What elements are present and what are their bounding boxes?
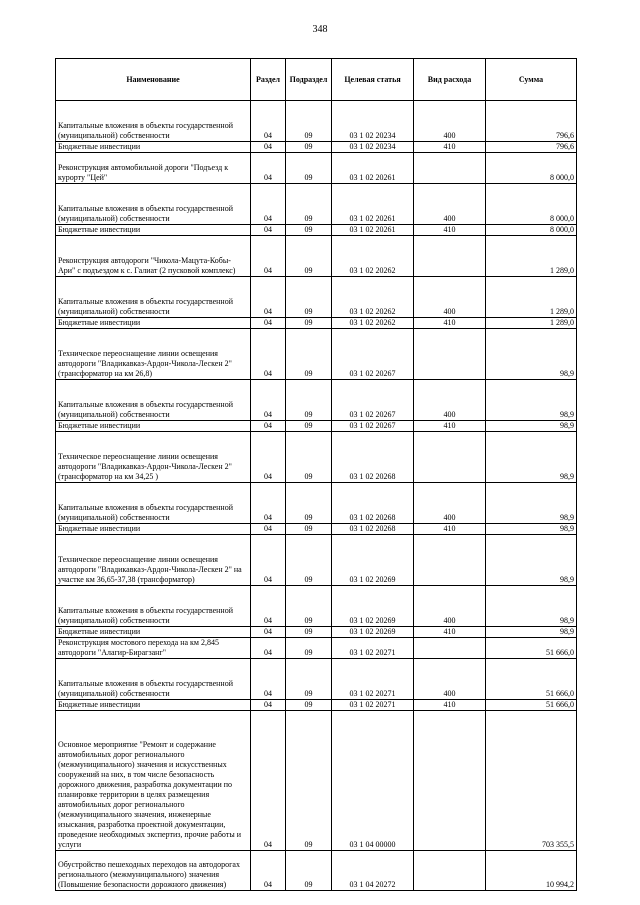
cell-section: 04 xyxy=(251,380,286,421)
cell-expense-type: 400 xyxy=(414,101,486,142)
cell-amount: 98,9 xyxy=(486,380,577,421)
cell-amount: 98,9 xyxy=(486,329,577,380)
cell-name: Капитальные вложения в объекты государственной (муниципальной) собственности xyxy=(56,586,251,627)
cell-amount: 8 000,0 xyxy=(486,184,577,225)
cell-amount: 98,9 xyxy=(486,586,577,627)
cell-target: 03 1 02 20261 xyxy=(332,225,414,236)
cell-name: Бюджетные инвестиции xyxy=(56,524,251,535)
cell-expense-type xyxy=(414,236,486,277)
cell-expense-type xyxy=(414,711,486,851)
cell-name: Реконструкция автомобильной дороги "Подъезд к курорту "Цей" xyxy=(56,153,251,184)
cell-subsection: 09 xyxy=(286,236,332,277)
cell-expense-type xyxy=(414,851,486,891)
cell-section: 04 xyxy=(251,101,286,142)
cell-target: 03 1 02 20271 xyxy=(332,659,414,700)
header-expense-type: Вид расхода xyxy=(414,59,486,101)
cell-subsection: 09 xyxy=(286,851,332,891)
cell-name: Основное мероприятие "Ремонт и содержание автомобильных дорог регионального (межмуниципального) значения и искусственных сооружений на них, в том числе безопасность дорожного движения, разработка документации по планировке территории в целях размещения автомобильных дорог регионального (межмуниципального значения, инженерные изыскания, разработка проектной документации, проведение необходимых экспертиз, прочие работы и услуги xyxy=(56,711,251,851)
cell-amount: 8 000,0 xyxy=(486,153,577,184)
cell-target: 03 1 02 20262 xyxy=(332,236,414,277)
cell-target: 03 1 02 20271 xyxy=(332,700,414,711)
cell-name: Техническое переоснащение линии освещения автодороги "Владикавказ-Ардон-Чикола-Лескен 2" (трансформатор на км 34,25 ) xyxy=(56,432,251,483)
cell-subsection: 09 xyxy=(286,380,332,421)
cell-subsection: 09 xyxy=(286,421,332,432)
cell-amount: 703 355,5 xyxy=(486,711,577,851)
cell-name: Капитальные вложения в объекты государственной (муниципальной) собственности xyxy=(56,483,251,524)
cell-subsection: 09 xyxy=(286,586,332,627)
table-row xyxy=(56,711,577,851)
cell-subsection: 09 xyxy=(286,627,332,638)
table-row xyxy=(56,535,577,586)
table-row xyxy=(56,101,577,142)
cell-section: 04 xyxy=(251,329,286,380)
budget-table xyxy=(55,58,577,891)
cell-section: 04 xyxy=(251,421,286,432)
cell-expense-type xyxy=(414,329,486,380)
cell-target: 03 1 02 20261 xyxy=(332,184,414,225)
cell-subsection: 09 xyxy=(286,711,332,851)
cell-amount: 51 666,0 xyxy=(486,700,577,711)
cell-name: Техническое переоснащение линии освещения автодороги "Владикавказ-Ардон-Чикола-Лескен 2" на участке км 36,65-37,38 (трансформатор) xyxy=(56,535,251,586)
cell-section: 04 xyxy=(251,586,286,627)
cell-target: 03 1 02 20271 xyxy=(332,638,414,659)
cell-expense-type xyxy=(414,638,486,659)
cell-name: Бюджетные инвестиции xyxy=(56,421,251,432)
table-body xyxy=(56,101,577,891)
cell-name: Капитальные вложения в объекты государственной (муниципальной) собственности xyxy=(56,659,251,700)
cell-amount: 1 289,0 xyxy=(486,236,577,277)
cell-amount: 1 289,0 xyxy=(486,277,577,318)
table-row xyxy=(56,524,577,535)
header-target: Целевая статья xyxy=(332,59,414,101)
cell-target: 03 1 02 20267 xyxy=(332,380,414,421)
cell-target: 03 1 02 20261 xyxy=(332,153,414,184)
cell-expense-type xyxy=(414,432,486,483)
cell-amount: 98,9 xyxy=(486,627,577,638)
table-row xyxy=(56,153,577,184)
cell-amount: 51 666,0 xyxy=(486,659,577,700)
cell-expense-type: 400 xyxy=(414,277,486,318)
cell-name: Обустройство пешеходных переходов на автодорогах регионального (межмуниципального) значения (Повышение безопасности дорожного движения) xyxy=(56,851,251,891)
cell-name: Капитальные вложения в объекты государственной (муниципальной) собственности xyxy=(56,277,251,318)
cell-subsection: 09 xyxy=(286,524,332,535)
table-row xyxy=(56,638,577,659)
header-subsection: Подраздел xyxy=(286,59,332,101)
table-row xyxy=(56,318,577,329)
cell-target: 03 1 02 20269 xyxy=(332,627,414,638)
cell-subsection: 09 xyxy=(286,184,332,225)
header-section: Раздел xyxy=(251,59,286,101)
table-row xyxy=(56,277,577,318)
cell-expense-type: 410 xyxy=(414,318,486,329)
cell-expense-type: 400 xyxy=(414,659,486,700)
cell-expense-type xyxy=(414,153,486,184)
cell-name: Бюджетные инвестиции xyxy=(56,142,251,153)
table-row xyxy=(56,483,577,524)
cell-section: 04 xyxy=(251,711,286,851)
table-row xyxy=(56,421,577,432)
cell-target: 03 1 02 20267 xyxy=(332,421,414,432)
cell-amount: 1 289,0 xyxy=(486,318,577,329)
cell-name: Капитальные вложения в объекты государственной (муниципальной) собственности xyxy=(56,184,251,225)
cell-section: 04 xyxy=(251,851,286,891)
cell-amount: 8 000,0 xyxy=(486,225,577,236)
cell-expense-type: 400 xyxy=(414,380,486,421)
cell-section: 04 xyxy=(251,627,286,638)
cell-target: 03 1 02 20269 xyxy=(332,535,414,586)
cell-expense-type: 410 xyxy=(414,142,486,153)
table-row xyxy=(56,329,577,380)
cell-expense-type: 400 xyxy=(414,184,486,225)
cell-subsection: 09 xyxy=(286,225,332,236)
cell-amount: 98,9 xyxy=(486,524,577,535)
cell-target: 03 1 04 00000 xyxy=(332,711,414,851)
cell-name: Бюджетные инвестиции xyxy=(56,318,251,329)
cell-name: Техническое переоснащение линии освещения автодороги "Владикавказ-Ардон-Чикола-Лескен 2" (трансформатор на км 26,8) xyxy=(56,329,251,380)
cell-name: Реконструкция автодороги "Чикола-Мацута-Кобы-Ари" с подъездом к с. Галиат (2 пусковой комплекс) xyxy=(56,236,251,277)
cell-expense-type: 400 xyxy=(414,586,486,627)
cell-section: 04 xyxy=(251,184,286,225)
cell-subsection: 09 xyxy=(286,638,332,659)
table-row xyxy=(56,432,577,483)
cell-target: 03 1 02 20268 xyxy=(332,524,414,535)
table-row xyxy=(56,627,577,638)
cell-amount: 10 994,2 xyxy=(486,851,577,891)
cell-target: 03 1 02 20234 xyxy=(332,142,414,153)
cell-expense-type xyxy=(414,535,486,586)
table-row xyxy=(56,700,577,711)
cell-subsection: 09 xyxy=(286,432,332,483)
cell-amount: 51 666,0 xyxy=(486,638,577,659)
cell-target: 03 1 02 20234 xyxy=(332,101,414,142)
cell-target: 03 1 02 20268 xyxy=(332,483,414,524)
cell-expense-type: 410 xyxy=(414,225,486,236)
cell-section: 04 xyxy=(251,483,286,524)
cell-name: Капитальные вложения в объекты государственной (муниципальной) собственности xyxy=(56,380,251,421)
cell-section: 04 xyxy=(251,535,286,586)
table-row xyxy=(56,659,577,700)
cell-section: 04 xyxy=(251,142,286,153)
cell-expense-type: 410 xyxy=(414,627,486,638)
cell-section: 04 xyxy=(251,432,286,483)
table-header-row xyxy=(56,59,577,101)
cell-name: Бюджетные инвестиции xyxy=(56,627,251,638)
cell-subsection: 09 xyxy=(286,318,332,329)
cell-amount: 796,6 xyxy=(486,101,577,142)
cell-target: 03 1 02 20269 xyxy=(332,586,414,627)
cell-target: 03 1 02 20267 xyxy=(332,329,414,380)
cell-subsection: 09 xyxy=(286,153,332,184)
cell-target: 03 1 04 20272 xyxy=(332,851,414,891)
table-row xyxy=(56,184,577,225)
cell-subsection: 09 xyxy=(286,329,332,380)
cell-expense-type: 410 xyxy=(414,421,486,432)
cell-target: 03 1 02 20262 xyxy=(332,277,414,318)
cell-name: Бюджетные инвестиции xyxy=(56,225,251,236)
table-row xyxy=(56,380,577,421)
cell-expense-type: 410 xyxy=(414,700,486,711)
cell-name: Реконструкция мостового перехода на км 2,845 автодороги "Алагир-Бирагзанг" xyxy=(56,638,251,659)
cell-section: 04 xyxy=(251,659,286,700)
table-row xyxy=(56,142,577,153)
cell-amount: 796,6 xyxy=(486,142,577,153)
cell-amount: 98,9 xyxy=(486,535,577,586)
cell-section: 04 xyxy=(251,638,286,659)
cell-section: 04 xyxy=(251,524,286,535)
table-row xyxy=(56,225,577,236)
cell-name: Бюджетные инвестиции xyxy=(56,700,251,711)
header-name: Наименование xyxy=(56,59,251,101)
cell-subsection: 09 xyxy=(286,535,332,586)
cell-subsection: 09 xyxy=(286,659,332,700)
cell-target: 03 1 02 20268 xyxy=(332,432,414,483)
cell-section: 04 xyxy=(251,225,286,236)
cell-name: Капитальные вложения в объекты государственной (муниципальной) собственности xyxy=(56,101,251,142)
cell-section: 04 xyxy=(251,318,286,329)
table-row xyxy=(56,586,577,627)
cell-amount: 98,9 xyxy=(486,483,577,524)
cell-subsection: 09 xyxy=(286,142,332,153)
cell-expense-type: 410 xyxy=(414,524,486,535)
cell-section: 04 xyxy=(251,700,286,711)
page-number: 348 xyxy=(312,24,328,35)
cell-target: 03 1 02 20262 xyxy=(332,318,414,329)
cell-subsection: 09 xyxy=(286,101,332,142)
table-row xyxy=(56,236,577,277)
cell-section: 04 xyxy=(251,236,286,277)
cell-subsection: 09 xyxy=(286,277,332,318)
cell-amount: 98,9 xyxy=(486,421,577,432)
cell-subsection: 09 xyxy=(286,483,332,524)
cell-section: 04 xyxy=(251,153,286,184)
header-amount: Сумма xyxy=(486,59,577,101)
table-row xyxy=(56,851,577,891)
cell-subsection: 09 xyxy=(286,700,332,711)
cell-section: 04 xyxy=(251,277,286,318)
cell-expense-type: 400 xyxy=(414,483,486,524)
cell-amount: 98,9 xyxy=(486,432,577,483)
